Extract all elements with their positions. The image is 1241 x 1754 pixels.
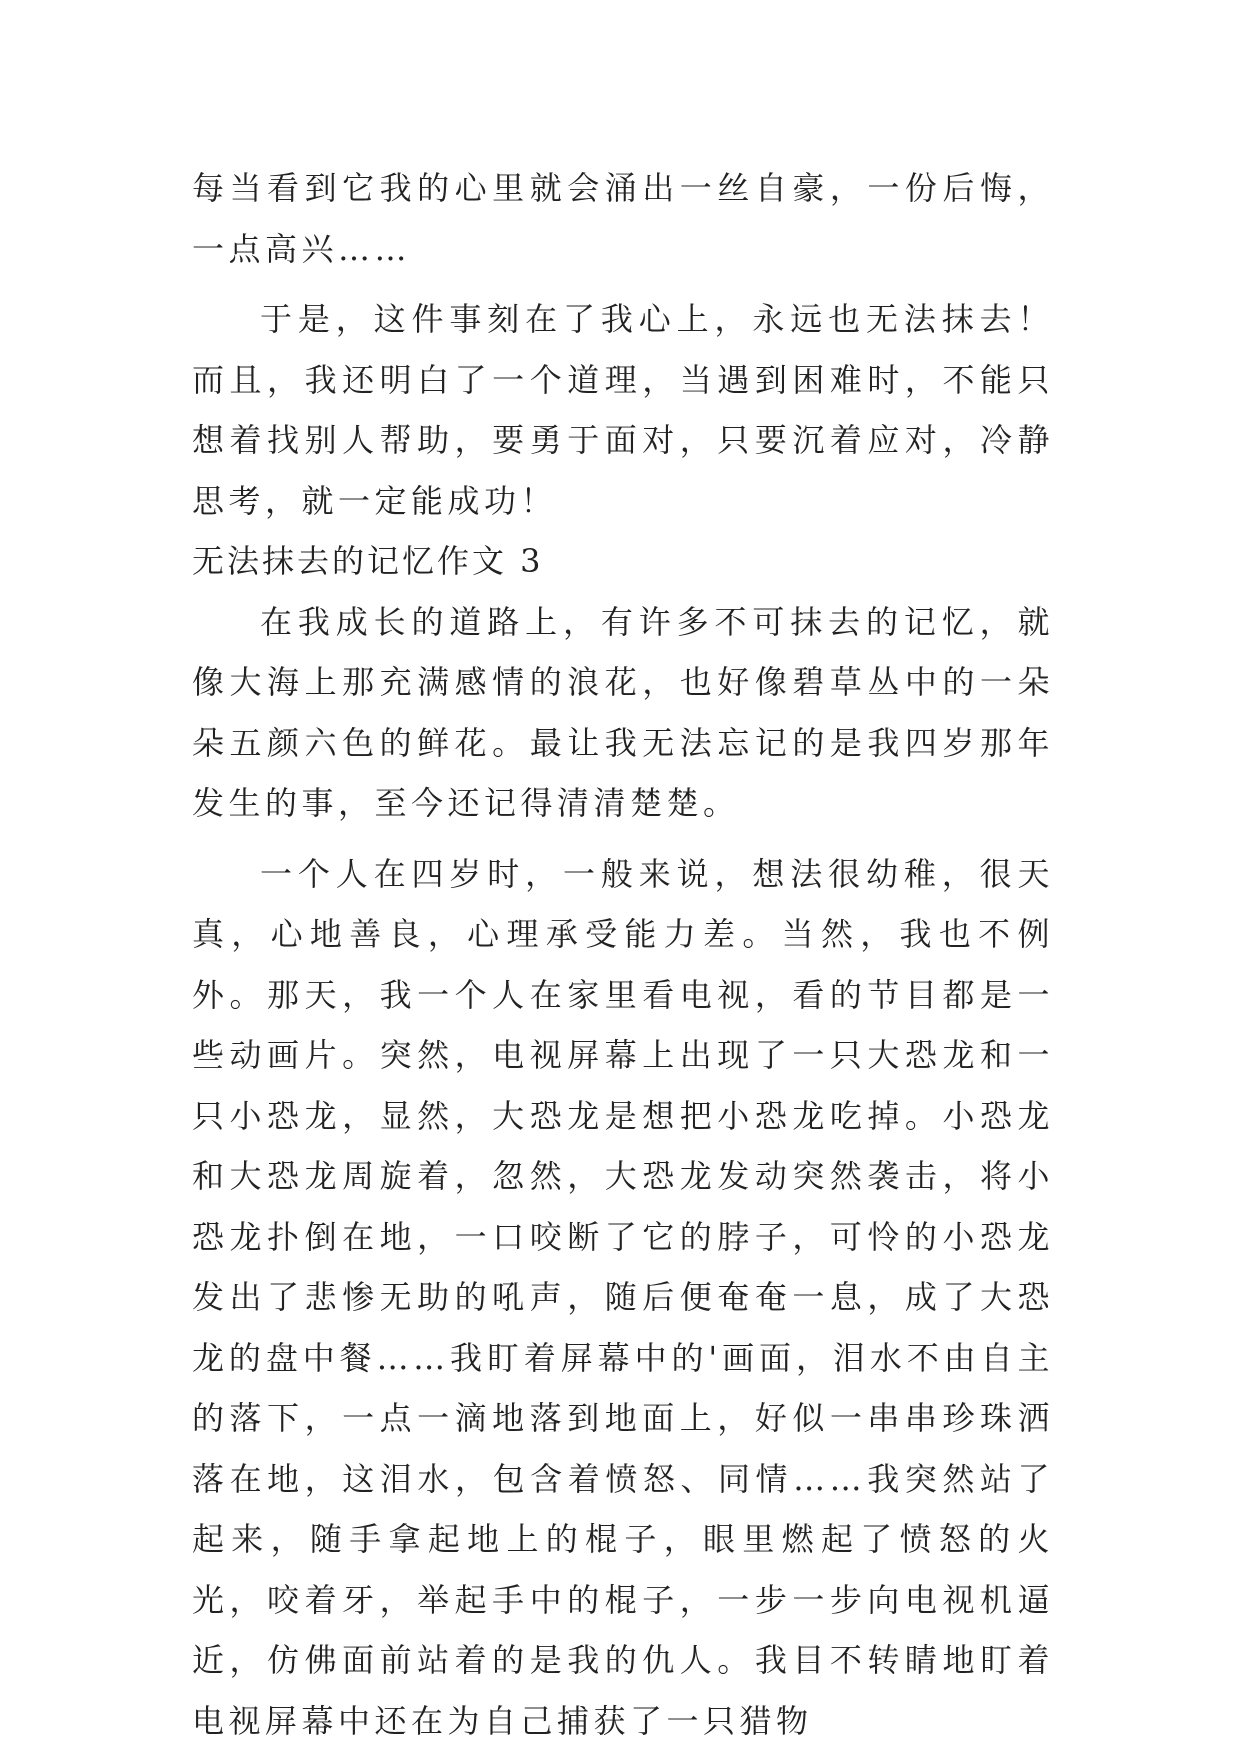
paragraph-closing-line: 每当看到它我的心里就会涌出一丝自豪，一份后悔，一点高兴…… <box>192 169 1054 268</box>
paragraph-conclusion: 于是，这件事刻在了我心上，永远也无法抹去！而且，我还明白了一个道理，当遇到困难时，不能只想着找别人帮助，要勇于面对，只要沉着应对，冷静思考，就一定能成功！ <box>192 300 1054 520</box>
document-body <box>192 158 1054 1751</box>
paragraph-intro: 在我成长的道路上，有许多不可抹去的记忆，就像大海上那充满感情的浪花，也好像碧草丛中的一朵朵五颜六色的鲜花。最让我无法忘记的是我四岁那年发生的事，至今还记得清清楚楚。 <box>192 602 1054 822</box>
paragraph-story: 一个人在四岁时，一般来说，想法很幼稚，很天真，心地善良，心理承受能力差。当然，我也不例外。那天，我一个人在家里看电视，看的节目都是一些动画片。突然，电视屏幕上出现了一只大恐龙和一只小恐龙，显然，大恐龙是想把小恐龙吃掉。小恐龙和大恐龙周旋着，忽然，大恐龙发动突然袭击，将小恐龙扑倒在地，一口咬断了它的脖子，可怜的小恐龙发出了悲惨无助的吼声，随后便奄奄一息，成了大恐龙的盘中餐……我盯着屏幕中的'画面，泪水不由自主的落下，一点一滴地落到地面上，好似一串串珍珠洒落在地，这泪水，包含着愤怒、同情……我突然站了起来，随手拿起地上的棍子，眼里燃起了愤怒的火光，咬着牙，举起手中的棍子，一步一步向电视机逼近，仿佛面前站着的是我的仇人。我目不转睛地盯着电视屏幕中还在为自己捕获了一只猎物 <box>192 854 1054 1740</box>
section-title: 无法抹去的记忆作文 3 <box>192 542 544 580</box>
